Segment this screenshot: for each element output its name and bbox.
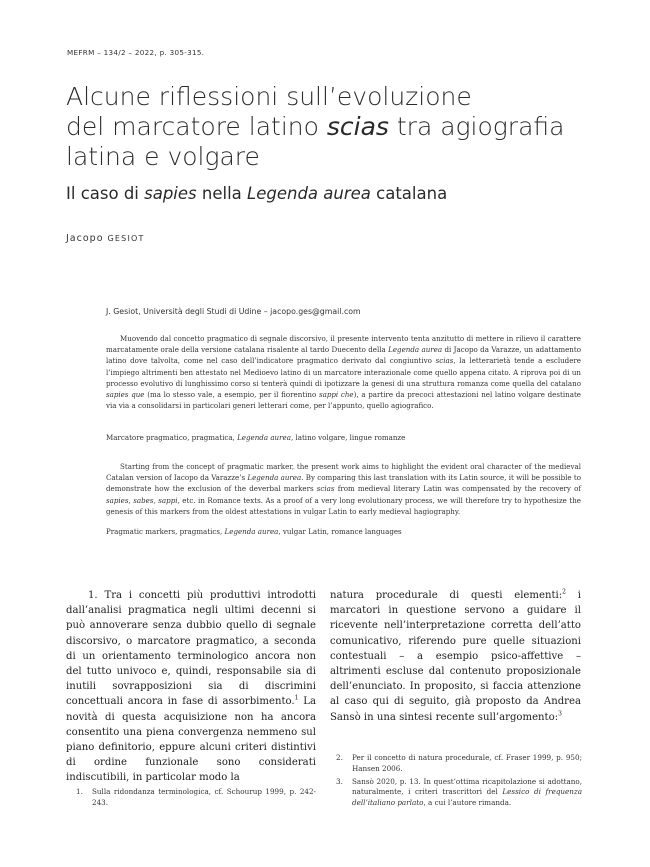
footnote-text: Sulla ridondanza terminologica, cf. Schourup 1999, p. 242-243. xyxy=(92,787,316,807)
author-affiliation: J. Gesiot, Università degli Studi di Udine – jacopo.ges@gmail.com xyxy=(106,307,361,316)
footnote-text-part: Sansò 2020, p. 13. In quest’ottima ricapitolazione si adottano, naturalmente, i criteri trascrittori del xyxy=(352,776,582,797)
abstract-text: . By comparing this last translation with its Latin source, it will be possible to demonstrate how the exclusion of the deverbal markers xyxy=(106,473,581,494)
footnote-number: 1. xyxy=(76,787,83,796)
keywords-text: Pragmatic markers, pragmatics, xyxy=(106,527,225,536)
article-title xyxy=(66,82,606,172)
abstract-text: di Jacopo da Varazze, un adattamento latino dove talvolta, come nel caso dell’indicatore pragmatico derivato dal congiuntivo xyxy=(106,345,582,366)
abstract-italic: sapies, sabes, sappi, xyxy=(106,495,180,505)
footnote xyxy=(76,787,316,809)
abstract-italic: Legenda aurea xyxy=(247,473,302,483)
keywords-italian xyxy=(106,433,405,442)
keywords-text: , latino volgare, lingue romanze xyxy=(290,433,406,442)
abstract-text: (ma lo stesso vale, a esempio, per il fiorentino xyxy=(144,390,319,400)
title-line-2 xyxy=(66,112,606,142)
title-text: tra agiografia xyxy=(388,112,565,141)
abstract-text: Muovendo dal concetto pragmatico di segnale discorsivo, il presente intervento tenta anzitutto di mettere in rilievo il carattere marcatamente orale della versione catalana risalente al tardo Duecento della xyxy=(106,334,581,355)
footnote-number: 2. xyxy=(336,753,343,762)
footnote-number: 3. xyxy=(336,776,343,786)
abstract-italic: sapies que xyxy=(106,390,145,400)
body-text: natura procedurale di questi elementi: xyxy=(330,590,563,601)
abstract-english xyxy=(106,461,581,517)
title-text: del marcatore latino xyxy=(66,112,327,141)
keywords-text: Marcatore pragmatico, pragmatica, xyxy=(106,433,238,442)
footnote-reference[interactable]: 2 xyxy=(562,588,566,596)
keywords-italic: Legenda aurea xyxy=(237,433,291,442)
body-column-left xyxy=(66,588,316,786)
subtitle-text: nella xyxy=(196,184,248,203)
abstract-text: ), a partire da precoci attestazioni nel latino volgare destinate via via a consolidarsi in particolari generi letterari come, per l’appunto, quello agiografico. xyxy=(106,390,581,411)
footnote xyxy=(336,777,582,809)
author-name xyxy=(66,233,145,244)
footnote-text: Per il concetto di natura procedurale, cf. Fraser 1999, p. 950; Hansen 2006. xyxy=(352,753,582,773)
subtitle-italic: Legenda aurea xyxy=(247,184,371,203)
subtitle-text: catalana xyxy=(370,184,448,203)
subtitle-italic: sapies xyxy=(144,184,197,203)
abstract-italic: Legenda aurea xyxy=(388,345,443,355)
footnotes-left xyxy=(76,787,316,811)
title-italic-term: scias xyxy=(326,112,389,141)
article-subtitle xyxy=(66,184,447,203)
footnote xyxy=(336,753,582,775)
footnote-text-part: , a cui l’autore rimanda. xyxy=(423,798,512,808)
abstract-italic: scias xyxy=(316,484,335,494)
footnote-reference[interactable]: 1 xyxy=(294,695,299,703)
footnote-italic: Lessico di frequenza dell’italiano parlato xyxy=(352,787,583,808)
abstract-text: from medieval literary Latin was compensated by the recovery of xyxy=(334,484,581,494)
abstract-italic: scias xyxy=(435,356,454,366)
body-text: La novità di questa acquisizione non ha ancora consentito una piena convergenza nemmeno sul piano definitorio, eppure alcuni criteri distintivi di ordine funzionale sono considerati indiscutibili, in particolar modo la xyxy=(66,696,316,784)
abstract-text: , la letterarietà tende a escludere l’impiego altrimenti ben attestato nel Medioevo latino di un marcatore interazionale come quello appena citato. A riprova poi di un processo evolutivo di lunghissimo corso si tenterà quindi di ipotizzare la genesi di una struttura romanza come quella del catalano xyxy=(106,356,581,388)
keywords-italic: Legenda aurea xyxy=(224,527,279,536)
abstract-text: Starting from the concept of pragmatic marker, the present work aims to highlight the evident oral character of the medieval Catalan version of Iacopo da Varazze’s xyxy=(106,462,581,483)
journal-reference: MEFRM – 134/2 – 2022, p. 305-315. xyxy=(67,48,205,57)
body-column-right xyxy=(330,588,581,725)
abstract-italian xyxy=(106,333,581,411)
body-text: 1. Tra i concetti più produttivi introdotti dall’analisi pragmatica negli ultimi decenni si può annoverare senza dubbio quello di segnale discorsivo, o marcatore pragmatico, a seconda di un orientamento terminologico ancora non del tutto univoco e, quindi, responsabile sia di inutili sovrapposizioni sia di discrimini concettuali ancora in fase di assorbimento. xyxy=(66,590,316,708)
abstract-italic: sappi che xyxy=(318,390,354,400)
abstract-text: etc. in Romance texts. As a proof of a very long evolutionary process, we will therefore try to hypothesize the genesis of this markers from the oldest attestations in vulgar Latin to early medieval hagiography. xyxy=(106,495,581,516)
body-text: i marcatori in questione servono a guidare il ricevente nell’interpretazione corretta dell’atto comunicativo, riferendo pure quelle situazioni contestuali – a esempio psico-affettive – altrimenti escluse dal contenuto proposizionale dell’enunciato. In proposito, si faccia attenzione al caso qui di seguito, già proposto da Andrea Sansò in una sintesi recente sull’argomento: xyxy=(330,590,582,723)
title-line-3: latina e volgare xyxy=(66,142,260,171)
author-last-name: GESIOT xyxy=(107,234,145,243)
title-line-1: Alcune riflessioni sull’evoluzione xyxy=(66,82,472,111)
subtitle-text: Il caso di xyxy=(66,184,145,203)
footnote-text xyxy=(352,777,582,809)
footnotes-right xyxy=(336,753,582,811)
author-first-name: Jacopo xyxy=(66,233,108,244)
keywords-english xyxy=(106,527,402,536)
keywords-text: , vulgar Latin, romance languages xyxy=(278,527,402,536)
footnote-reference[interactable]: 3 xyxy=(558,710,562,718)
